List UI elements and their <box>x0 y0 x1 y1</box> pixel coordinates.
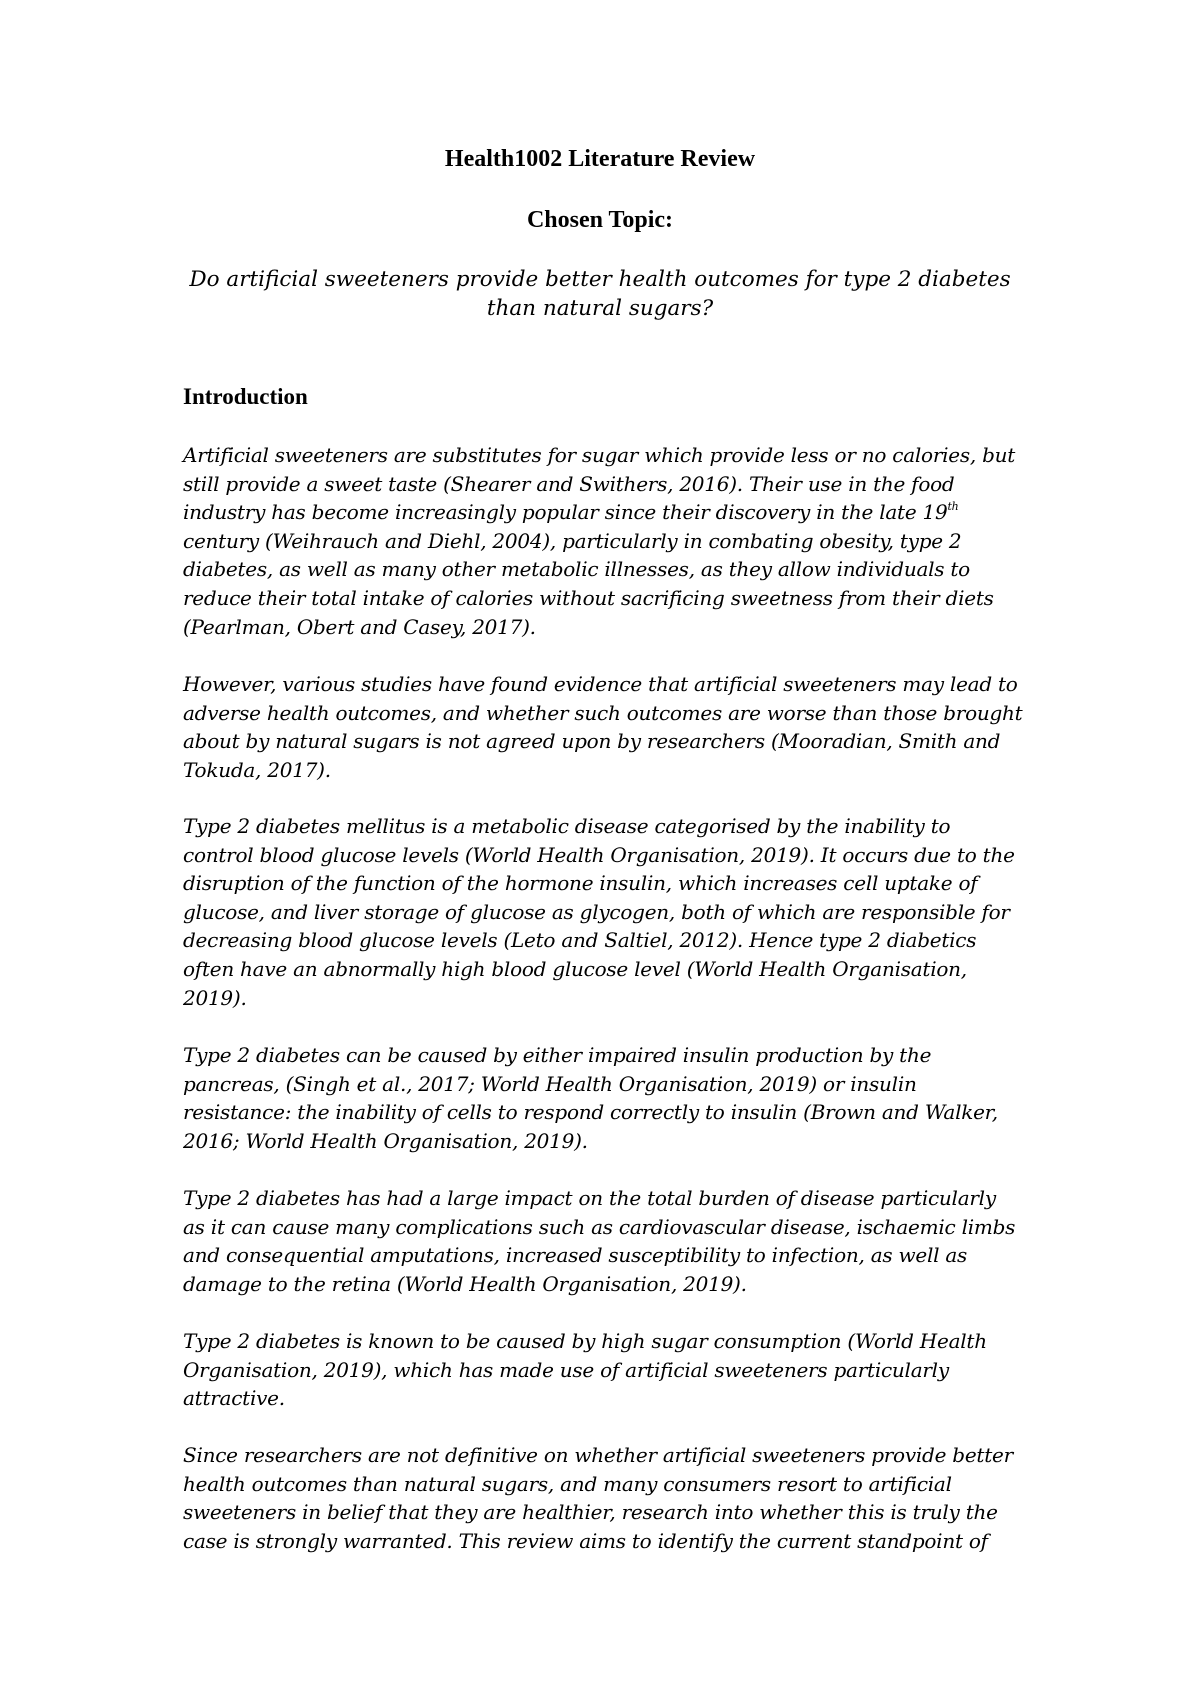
paragraph-line: sweeteners in belief that they are healthier, research into whether this is truly the <box>183 1500 998 1525</box>
paragraph-line: health outcomes than natural sugars, and many consumers resort to artificial <box>183 1471 952 1496</box>
paragraph-line: Artificial sweeteners are substitutes for sugar which provide less or no calories, but <box>183 443 1016 467</box>
paragraph-line: about by natural sugars is not agreed upon by researchers (Mooradian, Smith and <box>183 729 1001 754</box>
paragraph-line: adverse health outcomes, and whether such outcomes are worse than those brought <box>183 700 1023 725</box>
paragraph-7 <box>183 1441 1063 1555</box>
paragraph-line: pancreas, (Singh et al., 2017; World Health Organisation, 2019) or insulin <box>183 1071 917 1096</box>
paragraph-line <box>183 498 1063 527</box>
paragraph-1 <box>183 441 1063 641</box>
paragraph-line: century (Weihrauch and Diehl, 2004), particularly in combating obesity, type 2 <box>183 528 962 553</box>
paragraph-line: 2016; World Health Organisation, 2019). <box>183 1128 588 1153</box>
paragraph-line: Organisation, 2019), which has made use of artificial sweeteners particularly <box>183 1357 949 1382</box>
paragraph-line: diabetes, as well as many other metabolic illnesses, as they allow individuals to <box>183 557 970 582</box>
paragraph-line: glucose, and liver storage of glucose as glycogen, both of which are responsible for <box>183 899 1010 924</box>
paragraph-5 <box>183 1184 1063 1298</box>
ordinal-superscript: th <box>947 499 959 513</box>
paragraph-line: often have an abnormally high blood glucose level (World Health Organisation, <box>183 956 967 981</box>
paragraph-line: Type 2 diabetes has had a large impact on the total burden of disease particularly <box>183 1186 996 1210</box>
paragraph-line: Type 2 diabetes mellitus is a metabolic disease categorised by the inability to <box>183 814 951 838</box>
paragraph-line: and consequential amputations, increased susceptibility to infection, as well as <box>183 1243 968 1268</box>
paragraph-line: (Pearlman, Obert and Casey, 2017). <box>183 614 536 639</box>
research-question-line: than natural sugars? <box>486 296 714 321</box>
section-heading-introduction: Introduction <box>183 384 308 409</box>
paragraph-line: Type 2 diabetes can be caused by either impaired insulin production by the <box>183 1043 932 1067</box>
paragraph-3 <box>183 812 1063 1012</box>
paragraph-line: Type 2 diabetes is known to be caused by high sugar consumption (World Health <box>183 1329 987 1353</box>
paragraph-line: decreasing blood glucose levels (Leto and Saltiel, 2012). Hence type 2 diabetics <box>183 928 977 953</box>
research-question <box>160 265 1040 323</box>
document-title: Health1002 Literature Review <box>444 146 756 172</box>
paragraph-line: as it can cause many complications such as cardiovascular disease, ischaemic limbs <box>183 1214 1016 1239</box>
research-question-line: Do artificial sweeteners provide better health outcomes for type 2 diabetes <box>189 267 1011 292</box>
paragraph-line: control blood glucose levels (World Health Organisation, 2019). It occurs due to the <box>183 842 1015 867</box>
paragraph-line-text: industry has become increasingly popular since their discovery in the late 19 <box>183 500 948 525</box>
paragraph-6 <box>183 1327 1063 1413</box>
paragraph-line: Since researchers are not definitive on whether artificial sweeteners provide better <box>183 1443 1013 1467</box>
paragraph-line: damage to the retina (World Health Organisation, 2019). <box>183 1271 747 1296</box>
paragraph-line: disruption of the function of the hormone insulin, which increases cell uptake of <box>183 871 978 896</box>
paragraph-line: However, various studies have found evidence that artificial sweeteners may lead to <box>183 672 1018 696</box>
paragraph-line: attractive. <box>183 1386 285 1411</box>
paragraph-line: Tokuda, 2017). <box>183 757 331 782</box>
paragraph-line: 2019). <box>183 985 247 1010</box>
paragraph-line: case is strongly warranted. This review aims to identify the current standpoint of <box>183 1528 988 1553</box>
chosen-topic-label: Chosen Topic: <box>526 207 674 233</box>
paragraph-line: reduce their total intake of calories without sacrificing sweetness from their diets <box>183 585 994 610</box>
paragraph-2 <box>183 670 1063 784</box>
paragraph-line: still provide a sweet taste (Shearer and Swithers, 2016). Their use in the food <box>183 471 955 496</box>
paragraph-4 <box>183 1041 1063 1155</box>
paragraph-line: resistance: the inability of cells to respond correctly to insulin (Brown and Walker, <box>183 1100 998 1125</box>
